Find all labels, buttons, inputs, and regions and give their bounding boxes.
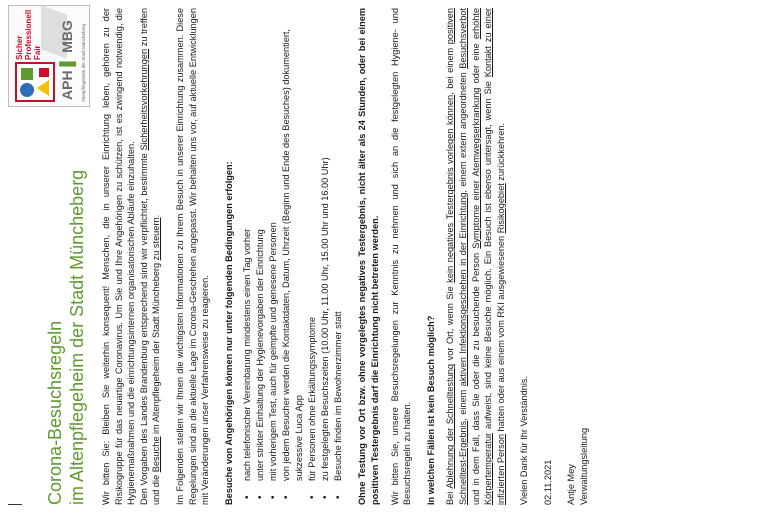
intro-paragraph: Wir bitten Sie: Bleiben Sie weiterhin konsequent! Menschen, die in unserer Einrichtung leben, gehören zu der Risikogruppe für das neuartige Coronavirus. Um Sie und Ihre Angehörigen zu schützen, ist es zwingend notwendig, die Hygienemaßnahmen und die einrichtungsinternen organisatorischen Abläufe einzuhalten. bbox=[101, 8, 137, 505]
list-item: • nach telefonischer Vereinbarung mindestens einen Tag vorher bbox=[241, 8, 254, 505]
page-title: Corona-Besuchsregeln im Altenpflegeheim der Stadt Müncheberg bbox=[45, 169, 87, 505]
margin-line bbox=[8, 504, 22, 505]
thanks-text: Vielen Dank für Ihr Verständnis. bbox=[519, 375, 530, 505]
list-item: • unter strikter Einhaltung der Hygienevorgaben der Einrichtung bbox=[254, 8, 267, 505]
request-paragraph: Wir bitten Sie, unsere Besuchsregelungen zur Kenntnis zu nehmen und sich an die festgelegten Hygiene- und Besuchsregeln zu halten. bbox=[389, 8, 413, 505]
intro-section bbox=[100, 8, 591, 505]
conditions-list bbox=[241, 8, 345, 505]
info-paragraph: Im Folgenden stellen wir Ihnen die wichtigsten Informationen zu Ihrem Besuch in unserer Einrichtung zusammen. Diese Regelungen sind an die aktuelle Lage im Corona-Geschehen angepasst. Wir behalten uns vor, auf aktuelle Entwicklungen mit Veränderungen unser Verfahrensweise zu reagieren. bbox=[174, 8, 211, 505]
badge-icon bbox=[15, 62, 55, 102]
list-item: • Besuche finden im Bewohnerzimmer statt bbox=[332, 8, 345, 505]
logo bbox=[8, 5, 90, 107]
logo-wordmark: APH ▌ MBG bbox=[59, 20, 75, 100]
intro-paragraph-2: Den Vorgaben des Landes Brandenburg entsprechend sind wir verpflichtet, bestimmte Sicherheitsvorkehrungen zu treffen und die Besuche im Altenpflegeheim der Stadt Müncheberg zu steuern. bbox=[138, 8, 162, 505]
list-item: • mit vorherigem Test, auch für geimpfte und genesene Personen bbox=[267, 8, 280, 505]
logo-caption: Altenpflegeheim der Stadt Müncheberg bbox=[81, 23, 86, 102]
logo-slogan: Sicher Professionell Fair bbox=[15, 9, 42, 60]
signature-role: Verwaltungsleitung bbox=[579, 427, 590, 505]
document-date: 02.11.2021 bbox=[542, 459, 553, 505]
no-visit-heading: In welchen Fällen ist kein Besuch möglich? bbox=[425, 315, 436, 505]
list-item: • für Personen ohne Erkältungssymptome bbox=[306, 8, 319, 505]
list-item: • von jedem Besucher werden die Kontaktdaten, Datum, Uhrzeit (Beginn und Ende des Besuches) dokumentiert, sukzessive Luca App bbox=[280, 8, 306, 505]
signature-name: Antje Mey bbox=[566, 464, 577, 505]
no-visit-paragraph: Bei Ablehnung der Schnelltestung vor Ort, wenn Sie kein negatives Testergebnis vorlegen können, bei einem positiven Schnelltest-Ergebnis, einem aktiven Infektionsgeschehen in der Einrichtung, einem extern angeordneten Besuchsverbot und in dem Fall, dass Sie oder die zu besuchende Person Symptome einer Atemwegserkrankung oder eine erhöhte Körpertemperatur aufweist, sind keine Besuche möglich. Ein Besuch ist ebenso untersagt, wenn Sie Kontakt zu einer infizierten Person hatten oder aus einem vom RKI ausgewiesenen Risikogebiet zurückkehren. bbox=[445, 7, 506, 505]
conditions-heading: Besuche von Angehörigen können nur unter folgenden Bedingungen erfolgen: bbox=[223, 161, 234, 505]
list-item: • zu festgelegten Besuchszeiten (10.00 Uhr, 11.00 Uhr, 15.00 Uhr und 16.00 Uhr) bbox=[319, 8, 332, 505]
test-notice: Ohne Testung vor Ort bzw. ohne vorgelegtes negatives Testergebnis, nicht älter als 24 Stunden, oder bei einem positiven Testergebnis darf die Einrichtung nicht betreten werden. bbox=[357, 8, 380, 505]
